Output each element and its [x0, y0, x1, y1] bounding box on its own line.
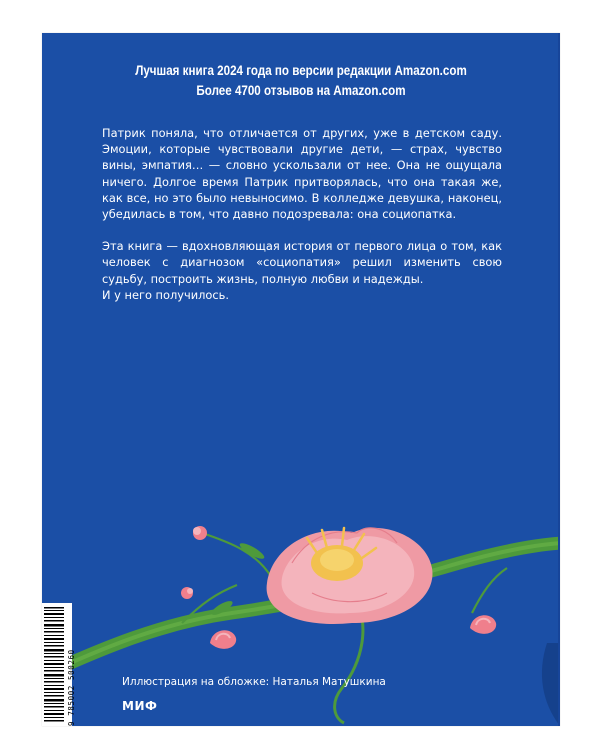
bud-mid — [181, 587, 193, 599]
big-flower — [267, 528, 433, 624]
dark-wave — [542, 643, 560, 726]
thin-stem-right — [472, 568, 507, 613]
bud-top — [193, 526, 207, 540]
isbn-digits: 9 785002 500260 — [67, 649, 76, 726]
back-cover — [42, 33, 560, 726]
flower-illustration — [42, 473, 560, 726]
publisher-logo: МИФ — [122, 699, 158, 713]
blurb-paragraph-2: Эта книга — вдохновляющая история от первого лица о том, как человек с диагнозом «социопатия» решил изменить свою судьбу, построить жизнь, полную любви и надежды. — [102, 239, 502, 286]
headline — [78, 61, 523, 101]
headline-reviews: Более 4700 отзывов на Amazon.com — [196, 83, 406, 98]
blurb — [102, 125, 502, 303]
headline-award: Лучшая книга 2024 года по версии редакции Amazon.com — [135, 63, 467, 78]
illustration-credit: Иллюстрация на обложке: Наталья Матушкина — [122, 676, 386, 688]
bud-right — [470, 615, 496, 634]
blurb-paragraph-1: Патрик поняла, что отличается от других, уже в детском саду. Эмоции, которые чувствовали другие дети, — страх, чувство вины, эмпатия… — словно ускользали от нее. Она не ощущала ничего. Долгое время Патрик притворялась, что она такая же, как все, но это было невыносимо. В колледже девушка, наконец, убедилась в том, что давно подозревала: она социопатка. — [102, 126, 502, 222]
bud-lower-left — [210, 630, 236, 649]
leaf-1 — [238, 541, 266, 562]
blurb-paragraph-3: И у него получилось. — [102, 287, 229, 302]
